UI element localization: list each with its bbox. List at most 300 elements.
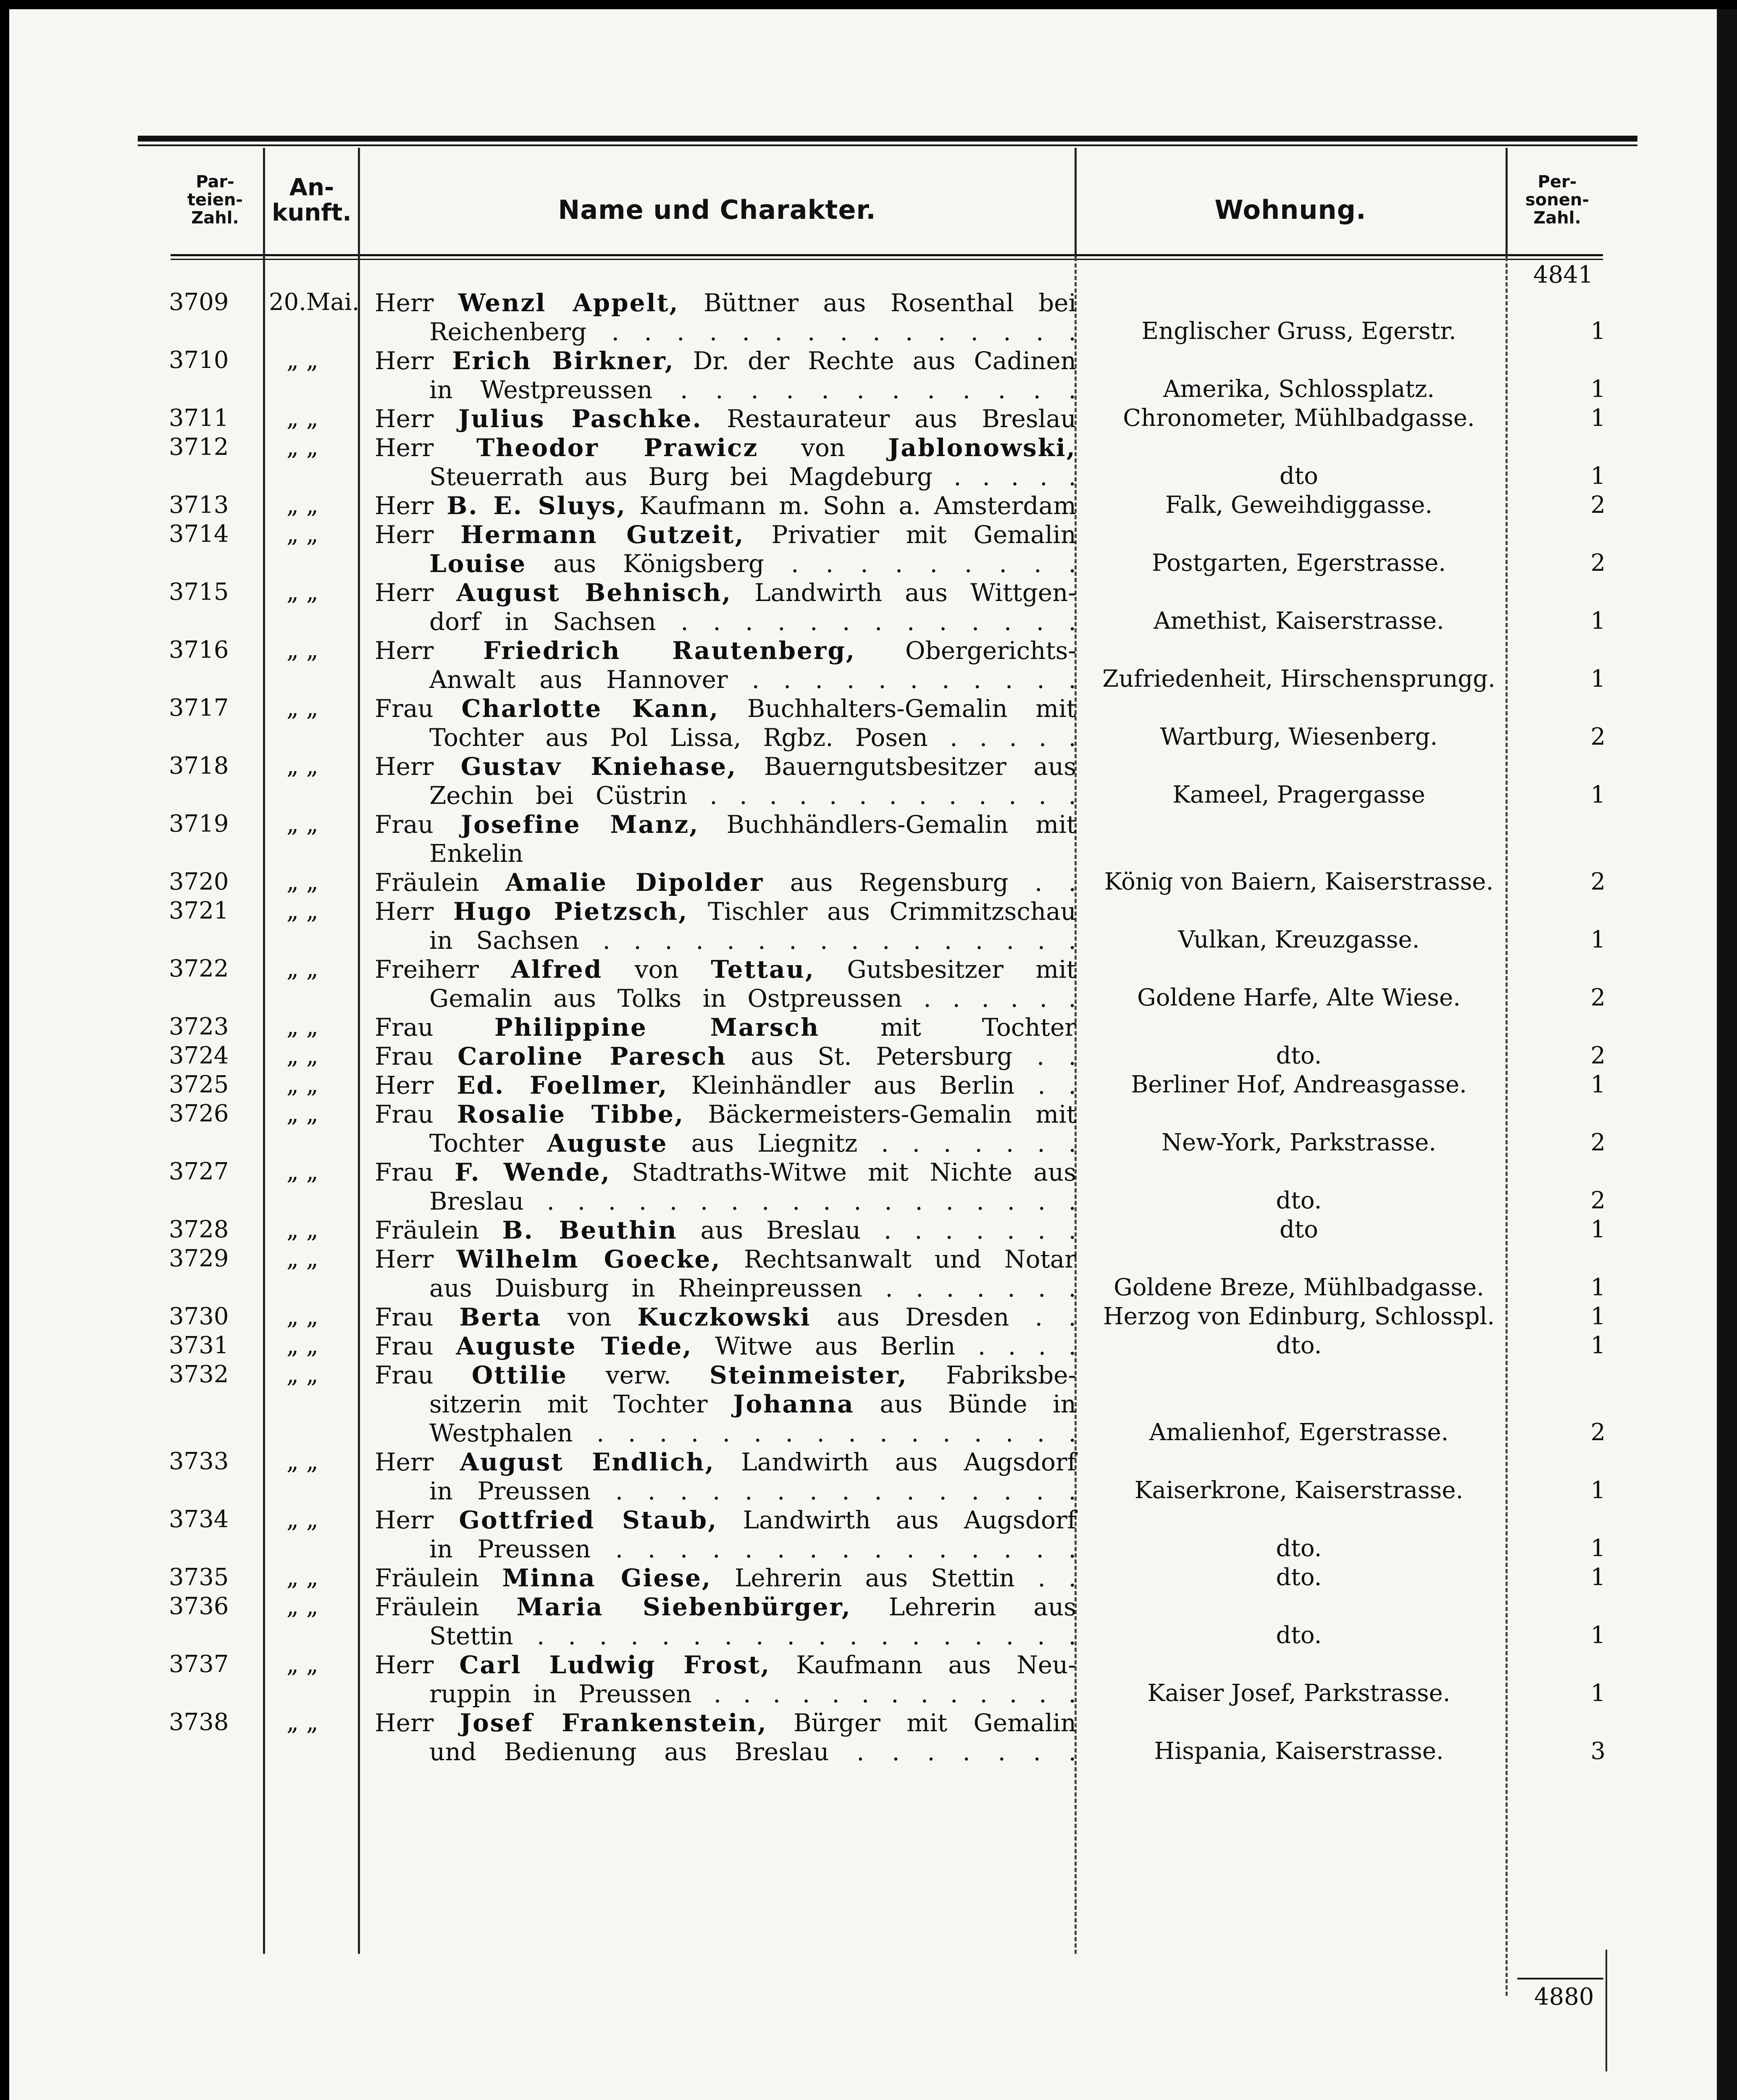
register-row — [9, 1593, 1717, 1651]
register-row — [9, 955, 1717, 1013]
row-description-line — [429, 607, 1076, 636]
row-number: 3715 — [169, 578, 229, 606]
description-text: von — [758, 433, 888, 462]
row-persons: 1 — [1590, 607, 1606, 635]
description-text: Fabriksbe- — [907, 1361, 1076, 1389]
row-residence: König von Baiern, Kaiserstrasse. — [1104, 868, 1494, 895]
row-arrival: „ „ — [286, 1361, 318, 1388]
row-number: 3719 — [169, 810, 229, 837]
row-persons: 1 — [1590, 1332, 1606, 1359]
person-name: August Endlich, — [460, 1448, 715, 1476]
row-number: 3711 — [169, 404, 229, 432]
row-persons: 1 — [1590, 926, 1606, 953]
description-text: Bürger mit Gemalin — [767, 1709, 1077, 1737]
description-text: Landwirth aus Augsdorf — [715, 1448, 1076, 1476]
description-text: Herr — [375, 636, 484, 665]
row-residence: dto — [1279, 1216, 1319, 1243]
row-arrival: „ „ — [286, 752, 318, 780]
register-row — [9, 897, 1717, 955]
person-name: Berta — [459, 1303, 542, 1331]
sum-rule — [1517, 1978, 1603, 1979]
row-number: 3729 — [169, 1245, 229, 1272]
person-name: Louise — [429, 549, 527, 578]
row-number: 3721 — [169, 897, 229, 924]
row-residence: Herzog von Edinburg, Schlosspl. — [1103, 1303, 1495, 1330]
row-description-line — [429, 462, 1076, 491]
row-number: 3718 — [169, 752, 229, 780]
register-row — [9, 491, 1717, 520]
person-name: Hugo Pietzsch, — [453, 897, 688, 926]
row-description-line — [375, 1564, 1076, 1593]
row-arrival: „ „ — [286, 1042, 318, 1069]
row-description-line — [375, 1158, 1076, 1187]
person-name: Wilhelm Goecke, — [456, 1245, 721, 1273]
person-name: Charlotte Kann, — [461, 694, 720, 723]
description-text: Frau — [375, 1013, 494, 1042]
row-description-line — [429, 1622, 1076, 1651]
row-residence: Amethist, Kaiserstrasse. — [1154, 607, 1444, 635]
row-persons: 3 — [1590, 1738, 1606, 1765]
description-text: Herr — [375, 1448, 460, 1476]
row-description-line — [429, 665, 1076, 694]
description-text: dorf in Sachsen . . . . . . . . . . . . . — [429, 607, 1076, 636]
row-residence: dto. — [1276, 1332, 1322, 1359]
person-name: Josef Frankenstein, — [460, 1709, 767, 1737]
register-page — [9, 9, 1717, 2100]
row-number: 3709 — [169, 289, 229, 316]
row-number: 3731 — [169, 1332, 229, 1359]
person-name: Josefine Manz, — [460, 810, 699, 839]
row-residence: Zufriedenheit, Hirschensprungg. — [1102, 665, 1495, 693]
description-text: Fräulein — [375, 868, 505, 897]
person-name: Ottilie — [471, 1361, 568, 1389]
description-text: aus Regensburg . . — [764, 868, 1076, 897]
row-number: 3716 — [169, 636, 229, 664]
person-name: Theodor Prawicz — [476, 433, 759, 462]
row-number: 3732 — [169, 1361, 229, 1388]
row-description-line — [429, 318, 1076, 346]
row-description-line — [375, 868, 1076, 897]
row-arrival: „ „ — [286, 1564, 318, 1591]
description-text: aus St. Petersburg . . — [726, 1042, 1076, 1071]
description-text: in Preussen . . . . . . . . . . . . . . . — [429, 1477, 1076, 1505]
person-name: Julius Paschke. — [458, 404, 702, 433]
row-description-line — [375, 955, 1076, 984]
row-arrival: „ „ — [286, 636, 318, 664]
person-name: Philippine Marsch — [494, 1013, 820, 1042]
row-description-line — [429, 926, 1076, 955]
description-text: und Bedienung aus Breslau . . . . . . . — [429, 1738, 1076, 1766]
row-arrival: „ „ — [286, 578, 318, 606]
description-text: Herr — [375, 1651, 460, 1679]
row-number: 3724 — [169, 1042, 229, 1069]
row-description-line — [375, 1361, 1076, 1390]
person-name: Alfred — [511, 955, 603, 984]
person-name: Wenzl Appelt, — [458, 289, 679, 317]
description-text: Frau — [375, 1158, 455, 1186]
description-text: aus Duisburg in Rheinpreussen . . . . . . . — [429, 1274, 1076, 1302]
header-wohnung: Wohnung. — [1214, 194, 1366, 225]
person-name: F. Wende, — [455, 1158, 611, 1186]
description-text: Dr. der Rechte aus Cadinen — [674, 346, 1076, 375]
description-text: Frau — [375, 1332, 456, 1360]
description-text: Anwalt aus Hannover . . . . . . . . . . . — [429, 665, 1076, 694]
description-text: Herr — [375, 491, 447, 520]
description-text: in Sachsen . . . . . . . . . . . . . . . . — [429, 926, 1076, 955]
row-description-line — [375, 491, 1076, 520]
description-text: aus Breslau . . . . . . . — [677, 1216, 1077, 1244]
description-text: Frau — [375, 1100, 457, 1129]
row-arrival: „ „ — [286, 433, 318, 461]
header-rule-thin — [171, 259, 1603, 260]
row-description-line — [375, 346, 1076, 375]
row-number: 3735 — [169, 1564, 229, 1591]
register-row — [9, 1042, 1717, 1071]
row-residence: Postgarten, Egerstrasse. — [1151, 549, 1446, 577]
row-description-line — [375, 810, 1076, 839]
row-description-line — [375, 1593, 1076, 1622]
row-number: 3734 — [169, 1506, 229, 1533]
row-residence: dto. — [1276, 1564, 1322, 1591]
description-text: Privatier mit Gemalin — [744, 520, 1077, 549]
row-residence: Englischer Gruss, Egerstr. — [1141, 318, 1456, 345]
header-ankunft — [268, 175, 356, 226]
row-description-line — [375, 1216, 1076, 1245]
description-text: Büttner aus Rosenthal bei — [679, 289, 1077, 317]
row-arrival: „ „ — [286, 1506, 318, 1533]
description-text: Tochter — [429, 1129, 547, 1158]
row-description-line — [429, 1419, 1076, 1448]
row-persons: 2 — [1590, 491, 1606, 519]
description-text: ruppin in Preussen . . . . . . . . . . . . . — [429, 1680, 1076, 1708]
person-name: B. E. Sluys, — [447, 491, 627, 520]
row-number: 3726 — [169, 1100, 229, 1127]
row-number: 3727 — [169, 1158, 229, 1185]
description-text: verw. — [567, 1361, 710, 1389]
row-arrival: „ „ — [286, 1593, 318, 1620]
row-persons: 1 — [1590, 781, 1606, 808]
register-row — [9, 1564, 1717, 1593]
row-persons: 1 — [1590, 462, 1606, 490]
register-row — [9, 1216, 1717, 1245]
row-residence: dto — [1279, 462, 1319, 490]
description-text: Westphalen . . . . . . . . . . . . . . . . — [429, 1419, 1076, 1447]
row-number: 3738 — [169, 1709, 229, 1736]
description-text: Freiherr — [375, 955, 511, 984]
description-text: Herr — [375, 752, 461, 781]
description-text: Stadtraths-Witwe mit Nichte aus — [610, 1158, 1076, 1186]
description-text: Herr — [375, 1071, 457, 1100]
row-description-line — [429, 375, 1076, 404]
person-name: Tettau, — [711, 955, 815, 984]
header-personen-l1: Per- — [1537, 172, 1577, 192]
description-text: Landwirth aus Wittgen- — [732, 578, 1077, 607]
person-name: Amalie Dipolder — [505, 868, 764, 897]
col-rule-3 — [1075, 148, 1077, 257]
description-text: sitzerin mit Tochter — [429, 1390, 733, 1418]
row-description-line — [375, 404, 1076, 433]
person-name: Carl Ludwig Frost, — [459, 1651, 771, 1679]
description-text: aus Liegnitz . . . . . . . — [667, 1129, 1076, 1158]
row-description-line — [429, 1274, 1076, 1303]
description-text: Rechtsanwalt und Notar — [721, 1245, 1076, 1273]
description-text: Zechin bei Cüstrin . . . . . . . . . . . . . — [429, 781, 1076, 810]
description-text: Tischler aus Crimmitzschau — [688, 897, 1077, 926]
row-persons: 1 — [1590, 1535, 1606, 1562]
register-row — [9, 1448, 1717, 1506]
description-text: Fräulein — [375, 1216, 502, 1244]
header-name: Name und Charakter. — [558, 194, 876, 225]
row-residence: Berliner Hof, Andreasgasse. — [1131, 1071, 1467, 1098]
row-description-line — [429, 549, 1076, 578]
top-rule — [138, 136, 1637, 142]
row-arrival: „ „ — [286, 346, 318, 374]
row-description-line — [429, 1535, 1076, 1564]
row-number: 3730 — [169, 1303, 229, 1330]
description-text: Gutsbesitzer mit — [815, 955, 1076, 984]
right-edge-rule — [1606, 1950, 1607, 2071]
description-text: Frau — [375, 1303, 460, 1331]
row-residence: Falk, Geweihdiggasse. — [1165, 491, 1433, 519]
description-text: Herr — [375, 1245, 457, 1273]
page-edge-shadow — [1717, 9, 1737, 2100]
register-row — [9, 694, 1717, 752]
header-parteien-l2: teien- — [187, 190, 243, 210]
row-arrival: „ „ — [286, 404, 318, 432]
description-text: Herr — [375, 1709, 460, 1737]
row-residence: dto. — [1276, 1042, 1322, 1069]
row-arrival: „ „ — [286, 868, 318, 895]
row-description-line — [375, 1042, 1076, 1071]
row-residence: Hispania, Kaiserstrasse. — [1154, 1738, 1444, 1765]
row-arrival: „ „ — [286, 1245, 318, 1272]
register-row — [9, 810, 1717, 868]
description-text: Buchhändlers-Gemalin mit — [699, 810, 1077, 839]
row-number: 3720 — [169, 868, 229, 895]
person-name: Minna Giese, — [502, 1564, 712, 1592]
person-name: Steinmeister, — [709, 1361, 908, 1389]
description-text: Stettin . . . . . . . . . . . . . . . . . . — [429, 1622, 1076, 1650]
row-arrival: „ „ — [286, 1303, 318, 1330]
description-text: Herr — [375, 578, 457, 607]
person-name: Gustav Kniehase, — [460, 752, 737, 781]
row-arrival: 20.Mai. — [269, 289, 360, 316]
description-text: Kaufmann aus Neu- — [770, 1651, 1076, 1679]
row-persons: 1 — [1590, 375, 1606, 403]
row-number: 3723 — [169, 1013, 229, 1040]
row-description-line — [375, 1651, 1076, 1680]
description-text: Landwirth aus Augsdorf — [717, 1506, 1077, 1534]
header-parteien — [173, 173, 257, 228]
row-persons: 2 — [1590, 1187, 1606, 1214]
description-text: Obergerichts- — [856, 636, 1076, 665]
register-row — [9, 868, 1717, 897]
person-name: Rosalie Tibbe, — [457, 1100, 685, 1129]
register-row — [9, 1709, 1717, 1767]
row-arrival: „ „ — [286, 1709, 318, 1736]
register-row — [9, 1071, 1717, 1100]
person-name: Auguste Tiede, — [456, 1332, 693, 1360]
description-text: Restaurateur aus Breslau — [702, 404, 1077, 433]
row-arrival: „ „ — [286, 810, 318, 837]
row-arrival: „ „ — [286, 1071, 318, 1098]
description-text: Witwe aus Berlin . . . . — [692, 1332, 1076, 1360]
register-row — [9, 520, 1717, 578]
description-text: aus Dresden . . — [811, 1303, 1076, 1331]
description-text: Lehrerin aus — [851, 1593, 1076, 1621]
header-parteien-l3: Zahl. — [191, 208, 239, 228]
row-residence: Goldene Harfe, Alte Wiese. — [1137, 984, 1461, 1011]
person-name: Friedrich Rautenberg, — [483, 636, 856, 665]
row-description-line — [375, 1303, 1076, 1332]
register-row — [9, 1651, 1717, 1709]
description-text: Herr — [375, 433, 477, 462]
top-rule-thin — [138, 144, 1637, 146]
header-personen — [1509, 173, 1606, 228]
row-residence: Amerika, Schlossplatz. — [1163, 375, 1435, 403]
description-text: aus Königsberg . . . . . . . . . — [526, 549, 1076, 578]
description-text: Herr — [375, 289, 458, 317]
row-persons: 2 — [1590, 723, 1606, 751]
row-description-line — [429, 723, 1076, 752]
description-text: Buchhalters-Gemalin mit — [719, 694, 1076, 723]
row-arrival: „ „ — [286, 491, 318, 519]
row-description-line — [429, 1477, 1076, 1506]
row-description-line — [375, 636, 1076, 665]
row-number: 3725 — [169, 1071, 229, 1098]
header-ankunft-l2: kunft. — [272, 199, 352, 227]
row-residence: Amalienhof, Egerstrasse. — [1149, 1419, 1449, 1446]
description-text: mit Tochter — [820, 1013, 1077, 1042]
row-number: 3713 — [169, 491, 229, 519]
row-arrival: „ „ — [286, 955, 318, 982]
register-row — [9, 1245, 1717, 1303]
row-description-line — [375, 1709, 1076, 1738]
register-row — [9, 1506, 1717, 1564]
row-arrival: „ „ — [286, 694, 318, 722]
person-name: B. Beuthin — [502, 1216, 678, 1244]
description-text: Gemalin aus Tolks in Ostpreussen . . . . . . — [429, 984, 1076, 1013]
person-name: Ed. Foellmer, — [457, 1071, 668, 1100]
header-ankunft-l1: An- — [289, 174, 334, 201]
row-persons: 1 — [1590, 1477, 1606, 1504]
description-text: Reichenberg . . . . . . . . . . . . . . . — [429, 318, 1076, 346]
row-residence: Goldene Breze, Mühlbadgasse. — [1114, 1274, 1484, 1301]
description-text: Frau — [375, 1042, 458, 1071]
register-row — [9, 1100, 1717, 1158]
row-arrival: „ „ — [286, 1651, 318, 1678]
col-rule-4 — [1506, 148, 1508, 257]
row-arrival: „ „ — [286, 1216, 318, 1243]
register-row — [9, 1013, 1717, 1042]
description-text: Fräulein — [375, 1564, 502, 1592]
row-residence: dto. — [1276, 1622, 1322, 1649]
description-text: Kaufmann m. Sohn a. Amsterdam — [626, 491, 1076, 520]
row-arrival: „ „ — [286, 1013, 318, 1040]
row-persons: 1 — [1590, 1216, 1606, 1243]
row-description-line — [375, 1100, 1076, 1129]
guest-register-table — [9, 9, 1717, 2100]
description-text: Kleinhändler aus Berlin . . — [668, 1071, 1076, 1100]
row-number: 3736 — [169, 1593, 229, 1620]
row-persons: 2 — [1590, 868, 1606, 895]
row-residence: Chronometer, Mühlbadgasse. — [1123, 404, 1475, 432]
row-description-line — [429, 984, 1076, 1013]
row-arrival: „ „ — [286, 1448, 318, 1475]
row-persons: 1 — [1590, 404, 1606, 432]
description-text: Herr — [375, 1506, 459, 1534]
row-description-line — [375, 433, 1076, 462]
description-text: Herr — [375, 897, 454, 926]
person-name: Auguste — [547, 1129, 668, 1158]
row-residence: dto. — [1276, 1187, 1322, 1214]
person-name: Hermann Gutzeit, — [460, 520, 745, 549]
row-description-line — [375, 289, 1076, 318]
person-name: Maria Siebenbürger, — [516, 1593, 851, 1621]
row-number: 3717 — [169, 694, 229, 722]
header-personen-l3: Zahl. — [1533, 208, 1581, 228]
row-description-line — [429, 1680, 1076, 1709]
row-persons: 1 — [1590, 1071, 1606, 1098]
row-number: 3710 — [169, 346, 229, 374]
header-rule — [171, 254, 1603, 256]
person-name: Kuczkowski — [637, 1303, 811, 1331]
register-row — [9, 404, 1717, 433]
person-name: Erich Birkner, — [452, 346, 675, 375]
person-name: Gottfried Staub, — [459, 1506, 718, 1534]
row-persons: 1 — [1590, 1274, 1606, 1301]
row-persons: 2 — [1590, 984, 1606, 1011]
description-text: Frau — [375, 810, 461, 839]
person-name: Caroline Paresch — [457, 1042, 727, 1071]
row-residence: Vulkan, Kreuzgasse. — [1178, 926, 1420, 953]
person-name: Jablonowski, — [888, 433, 1076, 462]
row-description-line — [375, 694, 1076, 723]
row-persons: 2 — [1590, 1129, 1606, 1156]
row-description-line — [375, 578, 1076, 607]
register-row — [9, 289, 1717, 346]
description-text: Steuerrath aus Burg bei Magdeburg . . . . . — [429, 462, 1076, 491]
register-row — [9, 578, 1717, 636]
row-description-line — [375, 897, 1076, 926]
row-residence: Kaiser Josef, Parkstrasse. — [1147, 1680, 1451, 1707]
row-arrival: „ „ — [286, 1158, 318, 1185]
row-description-line — [375, 1506, 1076, 1535]
row-residence: dto. — [1276, 1535, 1322, 1562]
description-text: Tochter aus Pol Lissa, Rgbz. Posen . . . . . — [429, 723, 1076, 752]
row-arrival: „ „ — [286, 520, 318, 548]
row-number: 3712 — [169, 433, 229, 461]
row-number: 3733 — [169, 1448, 229, 1475]
header-parteien-l1: Par- — [196, 172, 234, 192]
register-row — [9, 1332, 1717, 1361]
row-persons: 1 — [1590, 1303, 1606, 1330]
row-description-line — [429, 839, 1076, 868]
person-name: August Behnisch, — [456, 578, 732, 607]
row-residence: Wartburg, Wiesenberg. — [1160, 723, 1438, 751]
row-persons: 2 — [1590, 1042, 1606, 1069]
row-description-line — [375, 1245, 1076, 1274]
row-arrival: „ „ — [286, 897, 318, 924]
register-row — [9, 636, 1717, 694]
row-residence: New-York, Parkstrasse. — [1161, 1129, 1437, 1156]
row-persons: 1 — [1590, 1564, 1606, 1591]
register-row — [9, 752, 1717, 810]
row-description-line — [429, 1129, 1076, 1158]
row-residence: Kameel, Pragergasse — [1172, 781, 1425, 808]
register-row — [9, 1303, 1717, 1332]
register-row — [9, 433, 1717, 491]
